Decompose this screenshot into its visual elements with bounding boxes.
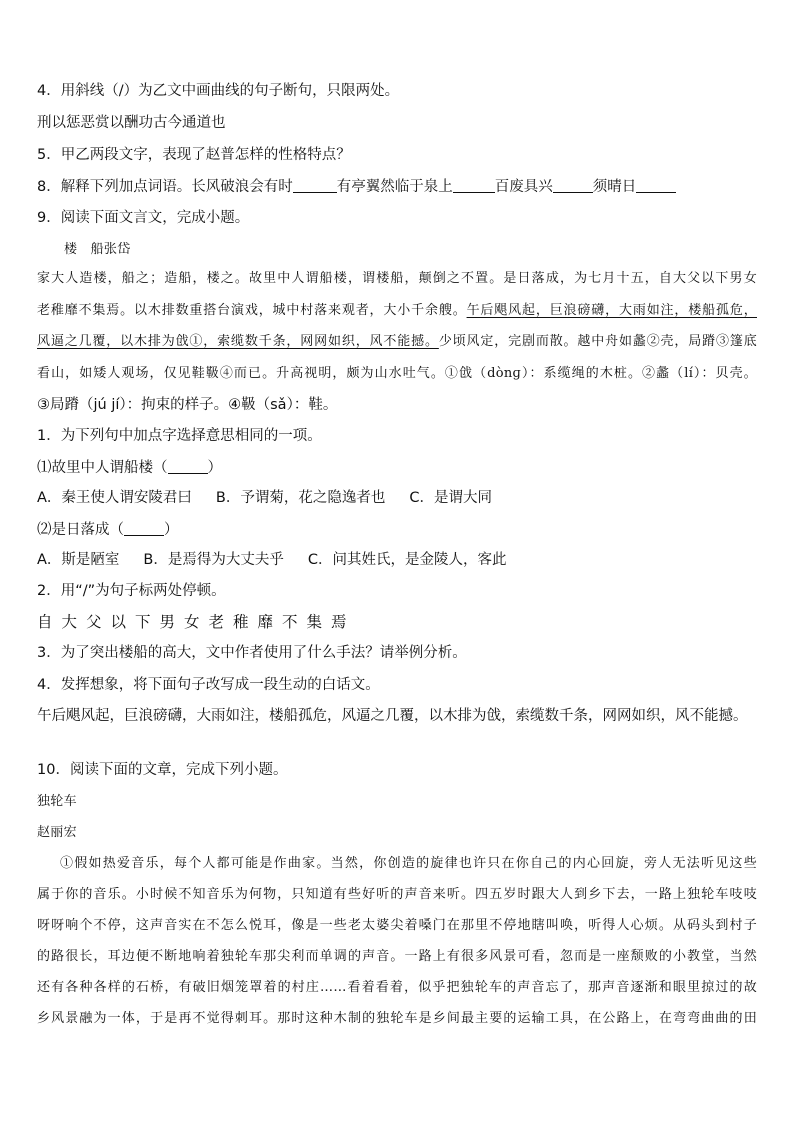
question-4-text: 刑以惩恶赏以酬功古今通道也 — [37, 115, 226, 131]
article-title: 独轮车 — [37, 794, 77, 809]
answer-blank — [553, 179, 593, 193]
option-a: A．秦王使人谓安陵君曰 — [37, 490, 192, 506]
sub-question-3: 3．为了突出楼船的高大，文中作者使用了什么手法？请举例分析。 — [37, 645, 467, 661]
question-5: 5．甲乙两段文字，表现了赵普怎样的性格特点？ — [37, 147, 351, 163]
answer-blank — [293, 179, 337, 193]
sub-question-1-1: ⑴故里中人谓船楼（ ） — [37, 460, 222, 476]
underlined-sentence: 午后飓风起，巨浪磅礴，大雨如注，楼船孤危， — [466, 303, 757, 318]
passage-line-4: 看山，如矮人观场，仅见鞋靸④而已。升高视明，颇为山水吐气。①戗（dònɡ）：系缆绳的木桩。②蠡（lí）：贝壳。 — [37, 366, 757, 381]
answer-blank — [636, 179, 676, 193]
passage-line-1: 家大人造楼，船之；造船，楼之。故里中人谓船楼，谓楼船，颠倒之不置。是日落成，为七月十五，自大父以下男女 — [37, 271, 757, 286]
answer-blank — [168, 460, 208, 474]
question-8-part-b: 有亭翼然临于泉上 — [336, 179, 453, 195]
option-a: A．斯是陋室 — [37, 552, 120, 568]
question-8-part-d: 须晴日 — [592, 179, 637, 195]
article-line-6: 乡风景融为一体，于是再不觉得刺耳。那时这种木制的独轮车是乡间最主要的运输工具，在公路上，在弯弯曲曲的田 — [37, 1011, 757, 1026]
option-b: B．是焉得为大丈夫乎 — [143, 552, 284, 568]
answer-blank — [124, 522, 164, 536]
question-8-part-a: 8．解释下列加点词语。长风破浪会有时 — [37, 179, 293, 195]
sub-question-4-text: 午后飓风起，巨浪磅礴，大雨如注，楼船孤危，风逼之几覆，以木排为戗，索缆数千条，网网如织，风不能撼。 — [37, 708, 748, 724]
question-9: 9．阅读下面文言文，完成小题。 — [37, 210, 250, 226]
sub-question-1-2: ⑵是日落成（ ） — [37, 522, 179, 538]
article-line-4: 的路很长，耳边便不断地响着独轮车那尖利而单调的声音。一路上有很多风景可看，忽而是一座颓败的小教堂，当然 — [37, 949, 757, 964]
question-10: 10．阅读下面的文章，完成下列小题。 — [37, 762, 288, 778]
article-line-1: ①假如热爱音乐，每个人都可能是作曲家。当然，你创造的旋律也许只在你自己的内心回旋，旁人无法听见这些 — [60, 856, 757, 871]
passage-line-2 — [37, 304, 757, 317]
article-line-5: 还有各种各样的石桥，有破旧烟笼罩着的村庄……看着看着，似乎把独轮车的声音忘了，那声音逐渐和眼里掠过的故 — [37, 980, 757, 995]
answer-blank — [453, 179, 495, 193]
sub-question-4: 4．发挥想象，将下面句子改写成一段生动的白话文。 — [37, 677, 380, 693]
passage-title: 楼 船张岱 — [64, 242, 131, 257]
article-line-3: 呀呀响个不停，这声音实在不怎么悦耳，像是一些老太婆尖着嗓门在那里不停地瞎叫唤，听得人心烦。从码头到村子 — [37, 918, 757, 933]
passage-line-3b: 少顷风定，完剧而散。越中舟如蠡②壳，局蹐③篷底 — [438, 334, 757, 349]
sub-question-1-1-options — [37, 491, 492, 506]
question-8 — [37, 179, 676, 195]
passage-line-2a: 老稚靡不集焉。以木排数重搭台演戏，城中村落来观者，大小千余艘。 — [37, 303, 467, 318]
question-8-part-c: 百废具兴 — [494, 179, 553, 195]
question-4: 4．用斜线（/）为乙文中画曲线的句子断句，只限两处。 — [37, 83, 400, 99]
sub-question-1-2-options — [37, 553, 507, 568]
option-c: C．是谓大同 — [409, 490, 492, 506]
article-line-2: 属于你的音乐。小时候不知音乐为何物，只知道有些好听的声音来听。四五岁时跟大人到乡下去，一路上独轮车吱吱 — [37, 887, 757, 902]
option-b: B．予谓菊，花之隐逸者也 — [215, 490, 386, 506]
passage-line-3 — [37, 335, 757, 348]
article-author: 赵丽宏 — [37, 825, 77, 840]
underlined-sentence: 风逼之几覆，以木排为戗①，索缆数千条，网网如织，风不能撼。 — [37, 334, 439, 349]
passage-footnote: ③局蹐（jú jí）：拘束的样子。④靸（sǎ）：鞋。 — [37, 397, 338, 413]
sub-question-1: 1．为下列句中加点字选择意思相同的一项。 — [37, 428, 322, 444]
sub-question-2-text: 自大父以下男女老稚靡不集焉 — [37, 613, 356, 631]
sub-question-2: 2．用“/”为句子标两处停顿。 — [37, 583, 226, 599]
option-c: C．问其姓氏，是金陵人，客此 — [307, 552, 507, 568]
